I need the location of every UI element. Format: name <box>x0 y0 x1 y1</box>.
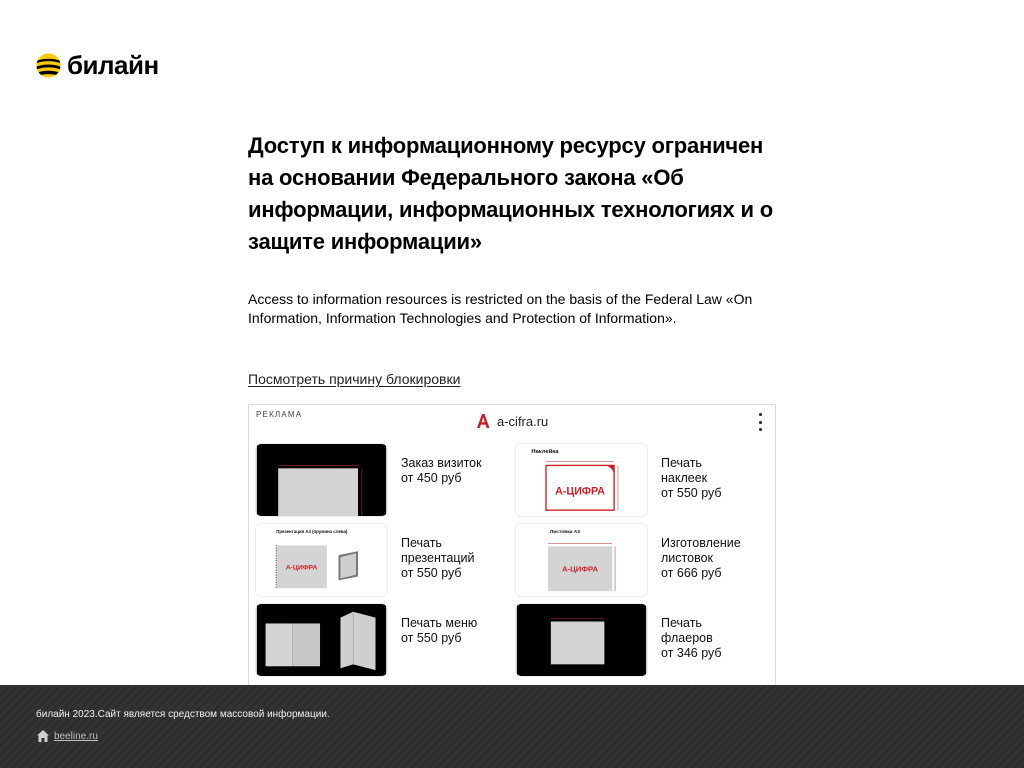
footer-copyright: билайн 2023.Сайт является средством массовой информации. <box>36 709 330 720</box>
leaflet-thumbnail <box>515 523 648 597</box>
ad-item-text: Печать наклеек от 550 руб <box>661 456 722 500</box>
page-subtitle-en: Access to information resources is restricted on the basis of the Federal Law «On Information, Information Technologies and Protection of Information». <box>248 291 753 326</box>
ad-domain-link[interactable] <box>475 413 548 429</box>
business-card-thumbnail <box>255 443 388 517</box>
block-message <box>248 130 776 328</box>
ad-item-text: Печать флаеров от 346 руб <box>661 616 722 660</box>
ad-item-flyers[interactable] <box>515 603 775 677</box>
ad-label: РЕКЛАМА <box>256 410 303 419</box>
svg-text:Наклейка: Наклейка <box>531 448 559 455</box>
svg-text:А-ЦИФРА: А-ЦИФРА <box>561 564 599 574</box>
footer-home-link-group[interactable] <box>36 729 98 743</box>
ad-item-text: Печать меню от 550 руб <box>401 616 478 645</box>
presentation-thumbnail <box>255 523 388 597</box>
page-title: Доступ к информационному ресурсу ограничен на основании Федерального закона «Об информации, информационных технологиях и о защите информации» <box>248 133 773 254</box>
a-cifra-logo-icon <box>475 413 491 429</box>
sticker-thumbnail <box>515 443 648 517</box>
ad-domain-text: a-cifra.ru <box>497 413 549 429</box>
beeline-logo-icon <box>36 53 61 78</box>
beeline-site-link[interactable]: beeline.ru <box>54 730 98 742</box>
ad-more-menu-icon[interactable] <box>757 413 763 431</box>
ad-item-menus[interactable] <box>255 603 515 677</box>
view-block-reason-link[interactable]: Посмотреть причину блокировки <box>248 371 461 387</box>
ad-item-text: Изготовление листовок от 666 руб <box>661 536 741 580</box>
ad-banner <box>248 404 776 685</box>
ad-item-text: Заказ визиток от 450 руб <box>401 456 482 485</box>
menu-thumbnail <box>255 603 388 677</box>
ad-item-stickers[interactable] <box>515 443 775 517</box>
beeline-logo[interactable] <box>36 52 159 78</box>
home-icon <box>36 729 50 743</box>
flyer-thumbnail <box>515 603 648 677</box>
ad-item-business-cards[interactable] <box>255 443 515 517</box>
ad-item-leaflets[interactable] <box>515 523 775 597</box>
footer <box>0 685 1024 768</box>
svg-text:А-ЦИФРА: А-ЦИФРА <box>555 485 605 498</box>
svg-text:Листовка А3: Листовка А3 <box>549 529 580 535</box>
svg-text:А-ЦИФРА: А-ЦИФРА <box>285 564 318 572</box>
ad-item-text: Печать презентаций от 550 руб <box>401 536 475 580</box>
brand-name: билайн <box>67 50 159 80</box>
ad-item-presentations[interactable] <box>255 523 515 597</box>
svg-text:Презентация А4 (пружина слева): Презентация А4 (пружина слева) <box>276 528 348 534</box>
